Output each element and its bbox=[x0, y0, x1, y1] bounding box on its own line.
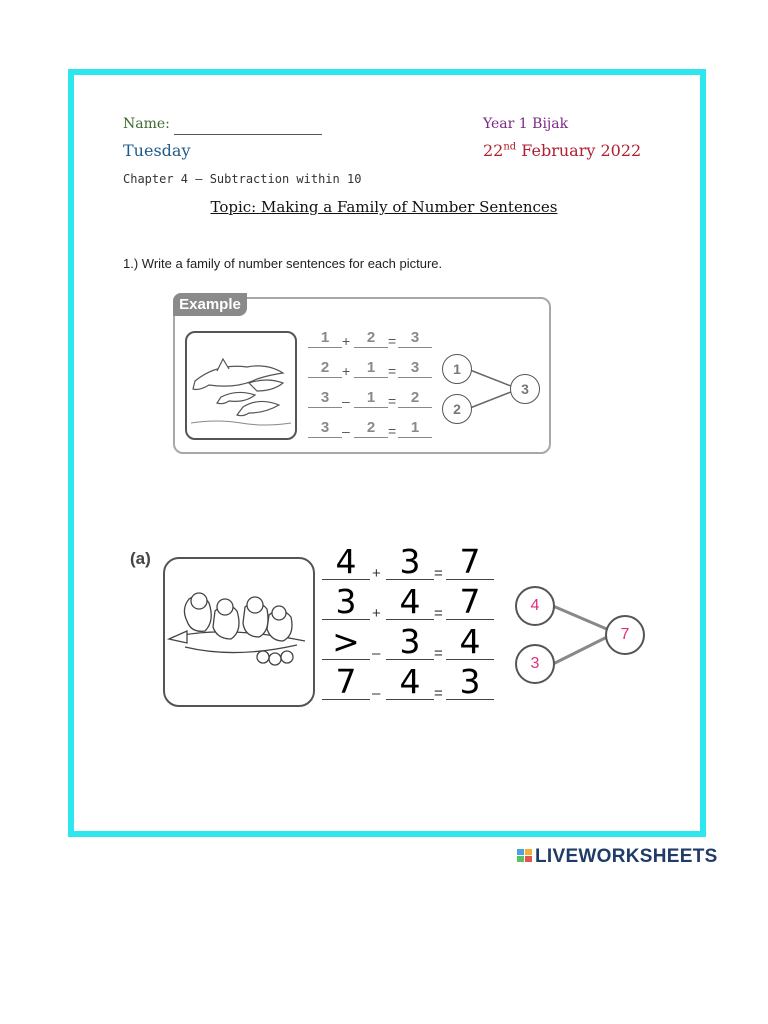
question-a-bond-whole[interactable]: 7 bbox=[605, 615, 645, 655]
example-operator: + bbox=[342, 333, 351, 349]
example-equals-sign: = bbox=[388, 363, 397, 379]
question-a-operator: – bbox=[372, 685, 381, 702]
example-second-number: 1 bbox=[354, 359, 388, 378]
question-a-equals-sign: = bbox=[434, 565, 443, 582]
question-a-equals-sign: = bbox=[434, 645, 443, 662]
question-a-label: (a) bbox=[130, 549, 151, 568]
liveworksheets-logo[interactable]: LIVEWORKSHEETS bbox=[517, 846, 718, 868]
example-first-number: 3 bbox=[308, 389, 342, 408]
question-a-first-number[interactable]: 3 bbox=[322, 583, 370, 620]
example-result-number: 1 bbox=[398, 419, 432, 438]
question-a-result-number[interactable]: 4 bbox=[446, 623, 494, 660]
example-result-number: 3 bbox=[398, 329, 432, 348]
question-a-result-number[interactable]: 3 bbox=[446, 663, 494, 700]
date-label: 22nd February 2022 bbox=[483, 141, 642, 160]
example-equals-sign: = bbox=[388, 393, 397, 409]
example-operator: – bbox=[342, 423, 350, 439]
question-a-operator: – bbox=[372, 645, 381, 662]
example-operator: – bbox=[342, 393, 350, 409]
example-second-number: 1 bbox=[354, 389, 388, 408]
question-a-equals-sign: = bbox=[434, 685, 443, 702]
name-label: Name: bbox=[123, 116, 170, 132]
question-a-first-number[interactable]: 7 bbox=[322, 663, 370, 700]
dolphins-picture bbox=[185, 331, 297, 440]
birds-picture bbox=[163, 557, 315, 707]
example-tag: Example bbox=[173, 293, 247, 316]
example-equals-sign: = bbox=[388, 333, 397, 349]
question-a-equals-sign: = bbox=[434, 605, 443, 622]
question-a-operator: + bbox=[372, 605, 381, 622]
example-first-number: 2 bbox=[308, 359, 342, 378]
example-first-number: 1 bbox=[308, 329, 342, 348]
example-second-number: 2 bbox=[354, 419, 388, 438]
question-a-second-number[interactable]: 4 bbox=[386, 583, 434, 620]
question-a-operator: + bbox=[372, 565, 381, 582]
question-a-result-number[interactable]: 7 bbox=[446, 543, 494, 580]
example-bond-part-1: 1 bbox=[442, 354, 472, 384]
liveworksheets-icon bbox=[517, 849, 533, 863]
day-label: Tuesday bbox=[123, 141, 191, 160]
question-a-bond-part-2[interactable]: 3 bbox=[515, 644, 555, 684]
class-name: Year 1 Bijak bbox=[483, 116, 569, 132]
chapter-title: Chapter 4 – Subtraction within 10 bbox=[123, 172, 362, 186]
question-a-second-number[interactable]: 3 bbox=[386, 543, 434, 580]
example-operator: + bbox=[342, 363, 351, 379]
question-a-result-number[interactable]: 7 bbox=[446, 583, 494, 620]
dolphin-illustration bbox=[187, 333, 295, 438]
question-a-second-number[interactable]: 4 bbox=[386, 663, 434, 700]
example-bond-whole: 3 bbox=[510, 374, 540, 404]
example-bond-part-2: 2 bbox=[442, 394, 472, 424]
example-first-number: 3 bbox=[308, 419, 342, 438]
example-result-number: 3 bbox=[398, 359, 432, 378]
name-field[interactable] bbox=[123, 116, 322, 135]
question-a-first-number[interactable]: > bbox=[322, 623, 370, 660]
example-second-number: 2 bbox=[354, 329, 388, 348]
example-equals-sign: = bbox=[388, 423, 397, 439]
instruction-text: 1.) Write a family of number sentences for each picture. bbox=[123, 256, 443, 271]
birds-illustration bbox=[165, 559, 313, 705]
question-a-bond-part-1[interactable]: 4 bbox=[515, 586, 555, 626]
question-a-first-number[interactable]: 4 bbox=[322, 543, 370, 580]
example-result-number: 2 bbox=[398, 389, 432, 408]
name-line[interactable] bbox=[174, 118, 322, 135]
topic-title: Topic: Making a Family of Number Sentences bbox=[210, 198, 558, 216]
question-a-second-number[interactable]: 3 bbox=[386, 623, 434, 660]
